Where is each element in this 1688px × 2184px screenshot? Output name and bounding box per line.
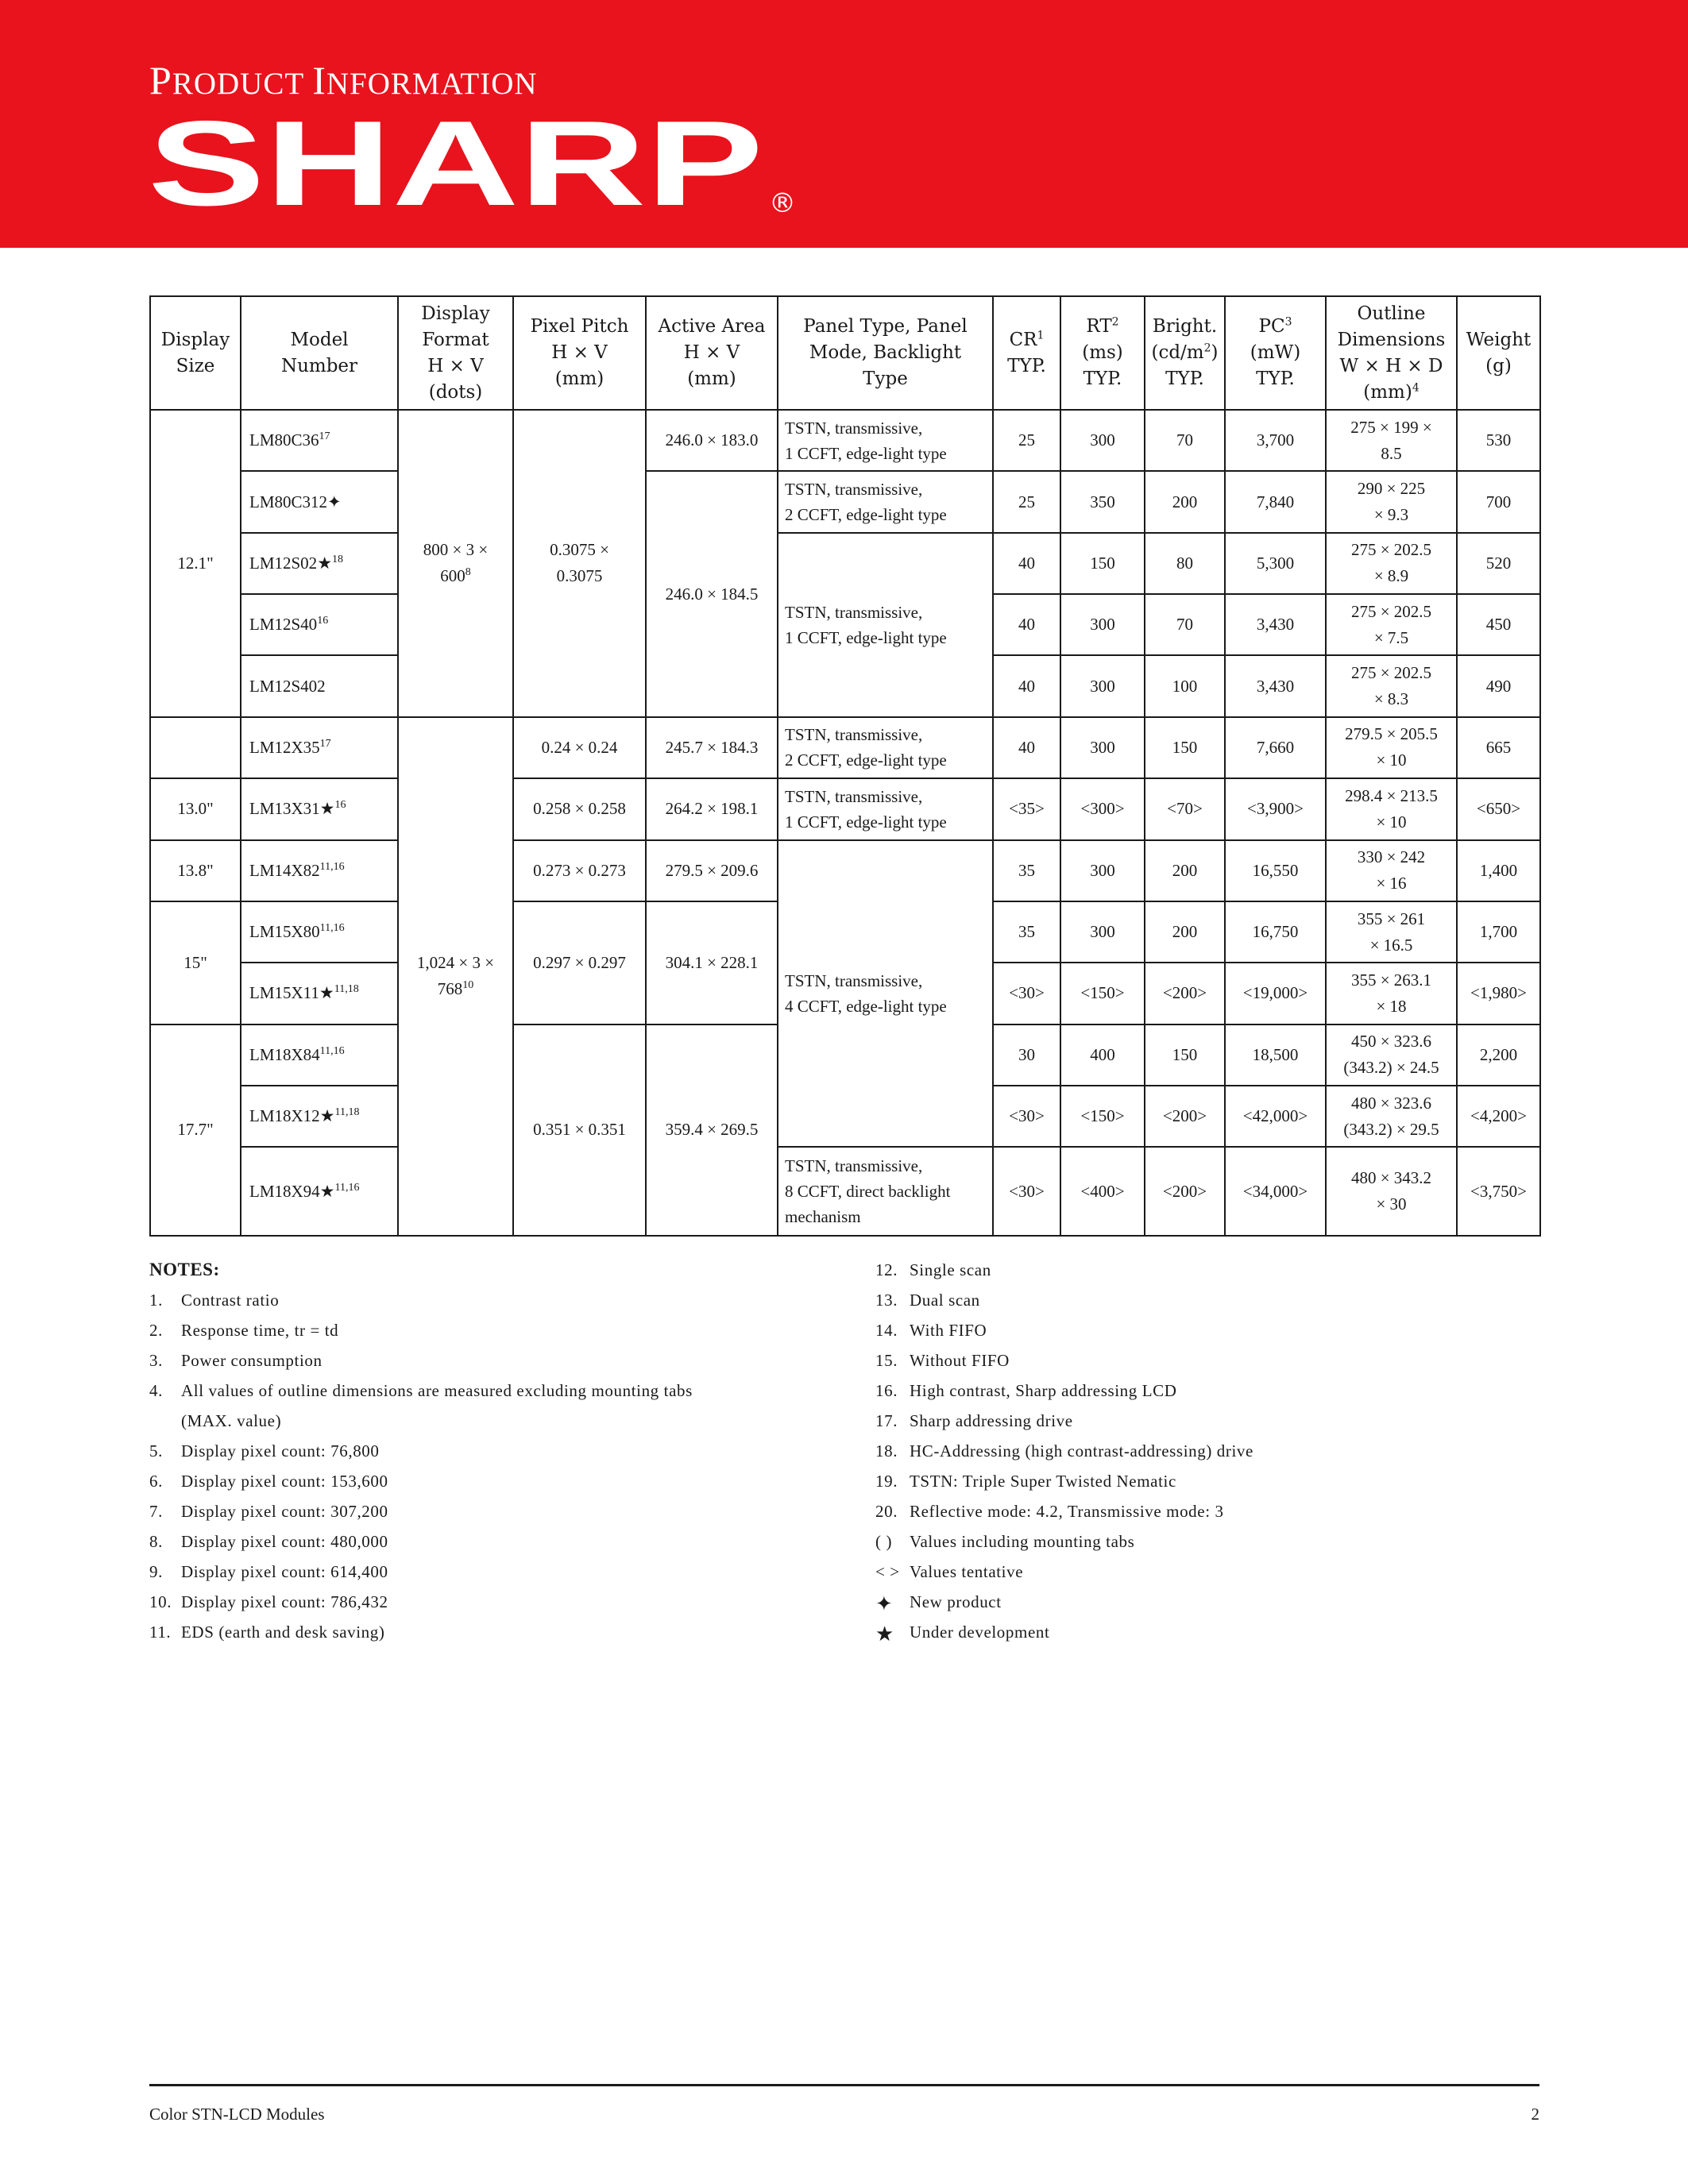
rt-value: 350	[1060, 471, 1145, 532]
rt-value: <150>	[1060, 963, 1145, 1024]
model-number: LM18X12★$^{11,18}$	[241, 1086, 398, 1147]
rt-value: 300	[1060, 594, 1145, 655]
display-size	[150, 717, 241, 778]
pixel-pitch: 0.297 × 0.297	[513, 901, 646, 1024]
bright-value: 150	[1145, 1024, 1225, 1086]
pc-value: <34,000>	[1225, 1147, 1326, 1236]
display-size: 15"	[150, 901, 241, 1024]
bright-value: 200	[1145, 471, 1225, 532]
rt-value: <300>	[1060, 778, 1145, 839]
weight-value: 520	[1457, 533, 1540, 594]
outline-dims: 279.5 × 205.5 × 10	[1326, 717, 1457, 778]
model-number: LM12S402	[241, 655, 398, 716]
outline-dims: 480 × 323.6 (343.2) × 29.5	[1326, 1086, 1457, 1147]
cr-value: 25	[993, 471, 1060, 532]
active-area: 359.4 × 269.5	[646, 1024, 778, 1236]
cr-value: 25	[993, 410, 1060, 471]
pc-value: <3,900>	[1225, 778, 1326, 839]
model-number: LM18X84$^{11,16}$	[241, 1024, 398, 1086]
new-product-icon: ✦	[327, 492, 342, 511]
cr-value: <30>	[993, 963, 1060, 1024]
outline-dims: 480 × 343.2 × 30	[1326, 1147, 1457, 1236]
under-development-icon: ★	[319, 1181, 335, 1201]
display-size: 17.7"	[150, 1024, 241, 1236]
under-development-icon: ★	[319, 983, 334, 1003]
model-number: LM14X82$^{11,16}$	[241, 840, 398, 901]
bright-value: <200>	[1145, 963, 1225, 1024]
weight-value: 450	[1457, 594, 1540, 655]
bright-value: 150	[1145, 717, 1225, 778]
col-rt: $RT^2$ (ms) TYP.	[1060, 296, 1145, 410]
weight-value: <650>	[1457, 778, 1540, 839]
outline-dims: 450 × 323.6 (343.2) × 24.5	[1326, 1024, 1457, 1086]
panel-type: TSTN, transmissive, 1 CCFT, edge-light type	[778, 533, 993, 717]
panel-type: TSTN, transmissive, 1 CCFT, edge-light type	[778, 778, 993, 839]
weight-value: 530	[1457, 410, 1540, 471]
bright-value: 70	[1145, 594, 1225, 655]
pc-value: 5,300	[1225, 533, 1326, 594]
col-outline: Outline Dimensions W × H × D (mm)$^4$	[1326, 296, 1457, 410]
rt-value: 300	[1060, 655, 1145, 716]
outline-dims: 275 × 202.5 × 7.5	[1326, 594, 1457, 655]
under-development-icon: ★	[317, 553, 333, 573]
spec-table	[149, 295, 1541, 1237]
model-number: $LM12S40^{16}$	[241, 594, 398, 655]
cr-value: 40	[993, 594, 1060, 655]
weight-value: 1,400	[1457, 840, 1540, 901]
rt-value: 150	[1060, 533, 1145, 594]
bright-value: <70>	[1145, 778, 1225, 839]
model-number: LM80C312✦	[241, 471, 398, 532]
bright-value: <200>	[1145, 1147, 1225, 1236]
outline-dims: 275 × 202.5 × 8.3	[1326, 655, 1457, 716]
weight-value: 665	[1457, 717, 1540, 778]
pc-value: 16,750	[1225, 901, 1326, 963]
col-weight: Weight (g)	[1457, 296, 1540, 410]
outline-dims: 355 × 263.1 × 18	[1326, 963, 1457, 1024]
model-number: LM15X11★$^{11,18}$	[241, 963, 398, 1024]
rt-value: <400>	[1060, 1147, 1145, 1236]
rt-value: 300	[1060, 717, 1145, 778]
cr-value: 30	[993, 1024, 1060, 1086]
col-active-area: Active Area H × V (mm)	[646, 296, 778, 410]
active-area: 245.7 × 184.3	[646, 717, 778, 778]
active-area: 279.5 × 209.6	[646, 840, 778, 901]
col-display-size: Display Size	[150, 296, 241, 410]
rt-value: 300	[1060, 840, 1145, 901]
cr-value: <30>	[993, 1147, 1060, 1236]
rt-value: 300	[1060, 410, 1145, 471]
sharp-logo	[148, 116, 799, 214]
outline-dims: 355 × 261 × 16.5	[1326, 901, 1457, 963]
weight-value: <4,200>	[1457, 1086, 1540, 1147]
footer-title: Color STN-LCD Modules	[149, 2105, 325, 2124]
active-area: 264.2 × 198.1	[646, 778, 778, 839]
cr-value: 35	[993, 840, 1060, 901]
page-number: 2	[1531, 2105, 1539, 2124]
pc-value: 16,550	[1225, 840, 1326, 901]
active-area: 246.0 × 183.0	[646, 410, 778, 471]
cr-value: <35>	[993, 778, 1060, 839]
pc-value: 3,430	[1225, 655, 1326, 716]
table-row	[150, 840, 1540, 901]
panel-type: TSTN, transmissive, 1 CCFT, edge-light type	[778, 410, 993, 471]
table-row	[150, 471, 1540, 532]
panel-type: TSTN, transmissive, 8 CCFT, direct backlight mechanism	[778, 1147, 993, 1236]
col-display-format: Display Format H × V (dots)	[398, 296, 513, 410]
col-model-number: Model Number	[241, 296, 398, 410]
col-pixel-pitch: Pixel Pitch H × V (mm)	[513, 296, 646, 410]
rt-value: 400	[1060, 1024, 1145, 1086]
display-format: 1,024 × 3 × $768^{10}$	[398, 717, 513, 1236]
cr-value: 40	[993, 655, 1060, 716]
bright-value: 200	[1145, 840, 1225, 901]
pc-value: 7,660	[1225, 717, 1326, 778]
pixel-pitch: 0.24 × 0.24	[513, 717, 646, 778]
model-number: $LM80C36^{17}$	[241, 410, 398, 471]
display-size: 13.8"	[150, 840, 241, 901]
rt-value: 300	[1060, 901, 1145, 963]
outline-dims: 290 × 225 × 9.3	[1326, 471, 1457, 532]
pc-value: 3,430	[1225, 594, 1326, 655]
pc-value: <42,000>	[1225, 1086, 1326, 1147]
registered-mark: ®	[769, 187, 796, 214]
outline-dims: 275 × 199 × 8.5	[1326, 410, 1457, 471]
pc-value: <19,000>	[1225, 963, 1326, 1024]
outline-dims: 275 × 202.5 × 8.9	[1326, 533, 1457, 594]
active-area: 246.0 × 184.5	[646, 471, 778, 716]
table-row	[150, 533, 1540, 594]
model-number: $LM12X35^{17}$	[241, 717, 398, 778]
sharp-logo-wordmark: SHARP	[148, 116, 763, 214]
outline-dims: 298.4 × 213.5 × 10	[1326, 778, 1457, 839]
weight-value: 700	[1457, 471, 1540, 532]
display-format: 800 × 3 × $600^8$	[398, 410, 513, 717]
notes-title: NOTES:	[149, 1260, 220, 1279]
cr-value: 40	[993, 717, 1060, 778]
rt-value: <150>	[1060, 1086, 1145, 1147]
bright-value: 70	[1145, 410, 1225, 471]
under-development-icon: ★	[875, 1623, 894, 1646]
under-development-icon: ★	[319, 799, 335, 819]
table-row	[150, 410, 1540, 471]
under-development-icon: ★	[319, 1106, 335, 1126]
pixel-pitch: 0.258 × 0.258	[513, 778, 646, 839]
table-row	[150, 778, 1540, 839]
col-panel-type: Panel Type, Panel Mode, Backlight Type	[778, 296, 993, 410]
panel-type: TSTN, transmissive, 2 CCFT, edge-light type	[778, 717, 993, 778]
col-pc: $PC^3$ (mW) TYP.	[1225, 296, 1326, 410]
pixel-pitch: 0.273 × 0.273	[513, 840, 646, 901]
header-row	[150, 296, 1540, 410]
model-number: LM13X31★$^{16}$	[241, 778, 398, 839]
cr-value: <30>	[993, 1086, 1060, 1147]
pc-value: 7,840	[1225, 471, 1326, 532]
pixel-pitch: 0.3075 × 0.3075	[513, 410, 646, 717]
bright-value: <200>	[1145, 1086, 1225, 1147]
panel-type: TSTN, transmissive, 2 CCFT, edge-light type	[778, 471, 993, 532]
model-number: LM12S02★$^{18}$	[241, 533, 398, 594]
bright-value: 200	[1145, 901, 1225, 963]
pixel-pitch: 0.351 × 0.351	[513, 1024, 646, 1236]
weight-value: <3,750>	[1457, 1147, 1540, 1236]
pc-value: 18,500	[1225, 1024, 1326, 1086]
outline-dims: 330 × 242 × 16	[1326, 840, 1457, 901]
weight-value: <1,980>	[1457, 963, 1540, 1024]
weight-value: 2,200	[1457, 1024, 1540, 1086]
display-size: 13.0"	[150, 778, 241, 839]
panel-type: TSTN, transmissive, 4 CCFT, edge-light type	[778, 840, 993, 1148]
new-product-icon: ✦	[875, 1592, 894, 1615]
weight-value: 1,700	[1457, 901, 1540, 963]
col-bright: Bright. $(cd/m^2)$ TYP.	[1145, 296, 1225, 410]
display-size: 12.1"	[150, 410, 241, 717]
page-heading: PRODUCT INFORMATION	[149, 58, 538, 102]
model-number: LM15X80$^{11,16}$	[241, 901, 398, 963]
model-number: LM18X94★$^{11,16}$	[241, 1147, 398, 1236]
weight-value: 490	[1457, 655, 1540, 716]
footer-rule	[149, 2084, 1539, 2086]
table-row	[150, 1147, 1540, 1236]
bright-value: 100	[1145, 655, 1225, 716]
bright-value: 80	[1145, 533, 1225, 594]
active-area: 304.1 × 228.1	[646, 901, 778, 1024]
table-row	[150, 717, 1540, 778]
pc-value: 3,700	[1225, 410, 1326, 471]
cr-value: 35	[993, 901, 1060, 963]
cr-value: 40	[993, 533, 1060, 594]
col-cr: $CR^1$ TYP.	[993, 296, 1060, 410]
